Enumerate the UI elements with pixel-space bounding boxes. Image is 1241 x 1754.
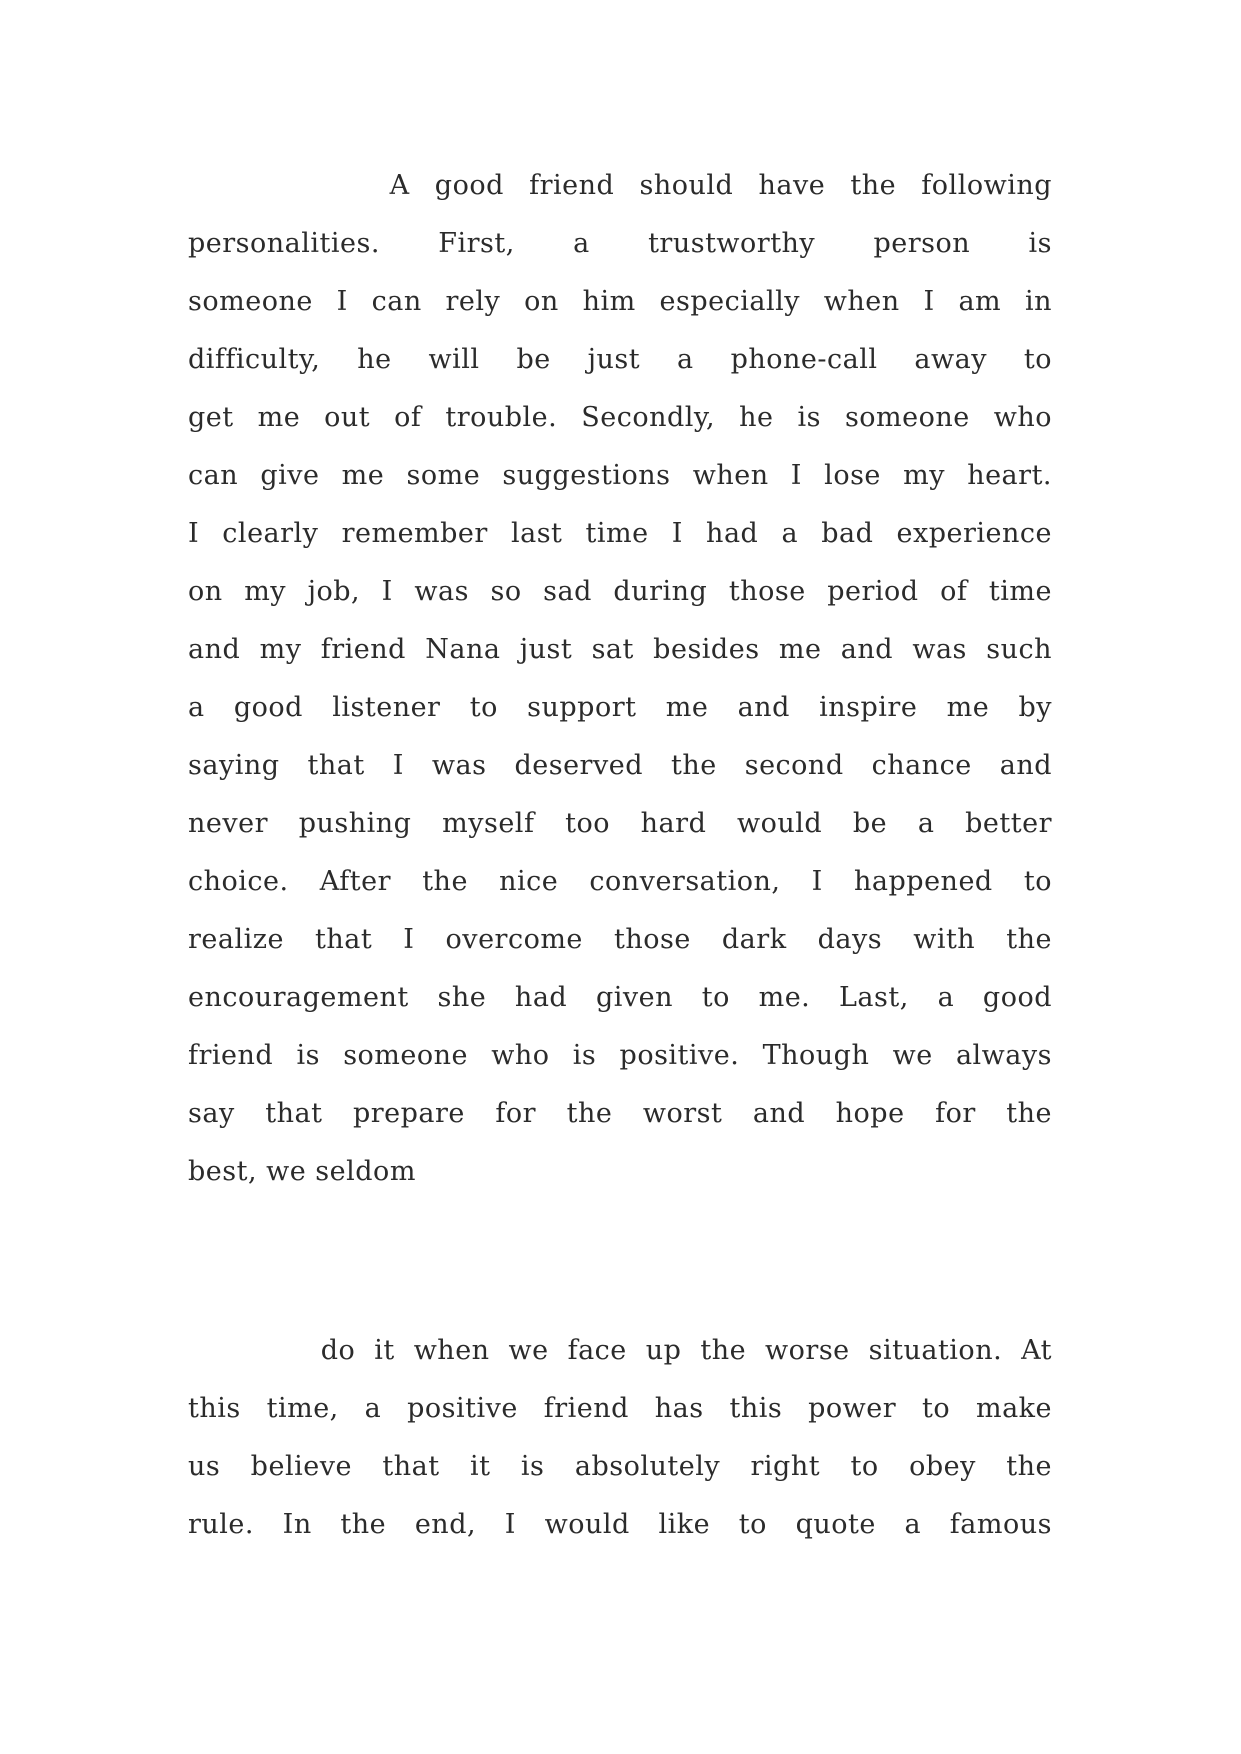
text-line: this time, a positive friend has this power to make [188, 1393, 1052, 1424]
text-line: and my friend Nana just sat besides me and was such [188, 634, 1052, 665]
text-line: rule. In the end, I would like to quote a famous [188, 1509, 1052, 1540]
paragraph-1 [188, 157, 1052, 1201]
text-line: do it when we face up the worse situation. At [188, 1335, 1052, 1366]
paragraph-2 [188, 1322, 1052, 1554]
text-line: someone I can rely on him especially when I am in [188, 286, 1052, 317]
text-line: personalities. First, a trustworthy person is [188, 228, 1052, 259]
text-line: say that prepare for the worst and hope for the [188, 1098, 1052, 1129]
text-line: friend is someone who is positive. Though we always [188, 1040, 1052, 1071]
text-line: on my job, I was so sad during those period of time [188, 576, 1052, 607]
text-line: a good listener to support me and inspire me by [188, 692, 1052, 723]
text-line: best, we seldom [188, 1156, 416, 1187]
text-line: encouragement she had given to me. Last, a good [188, 982, 1052, 1013]
text-line: never pushing myself too hard would be a better [188, 808, 1052, 839]
text-line: choice. After the nice conversation, I happened to [188, 866, 1052, 897]
text-line: us believe that it is absolutely right to obey the [188, 1451, 1052, 1482]
text-line: A good friend should have the following [188, 170, 1052, 201]
text-line: can give me some suggestions when I lose my heart. [188, 460, 1052, 491]
text-line: get me out of trouble. Secondly, he is someone who [188, 402, 1052, 433]
text-line: saying that I was deserved the second chance and [188, 750, 1052, 781]
text-line: difficulty, he will be just a phone-call away to [188, 344, 1052, 375]
text-line: realize that I overcome those dark days with the [188, 924, 1052, 955]
text-line: I clearly remember last time I had a bad experience [188, 518, 1052, 549]
